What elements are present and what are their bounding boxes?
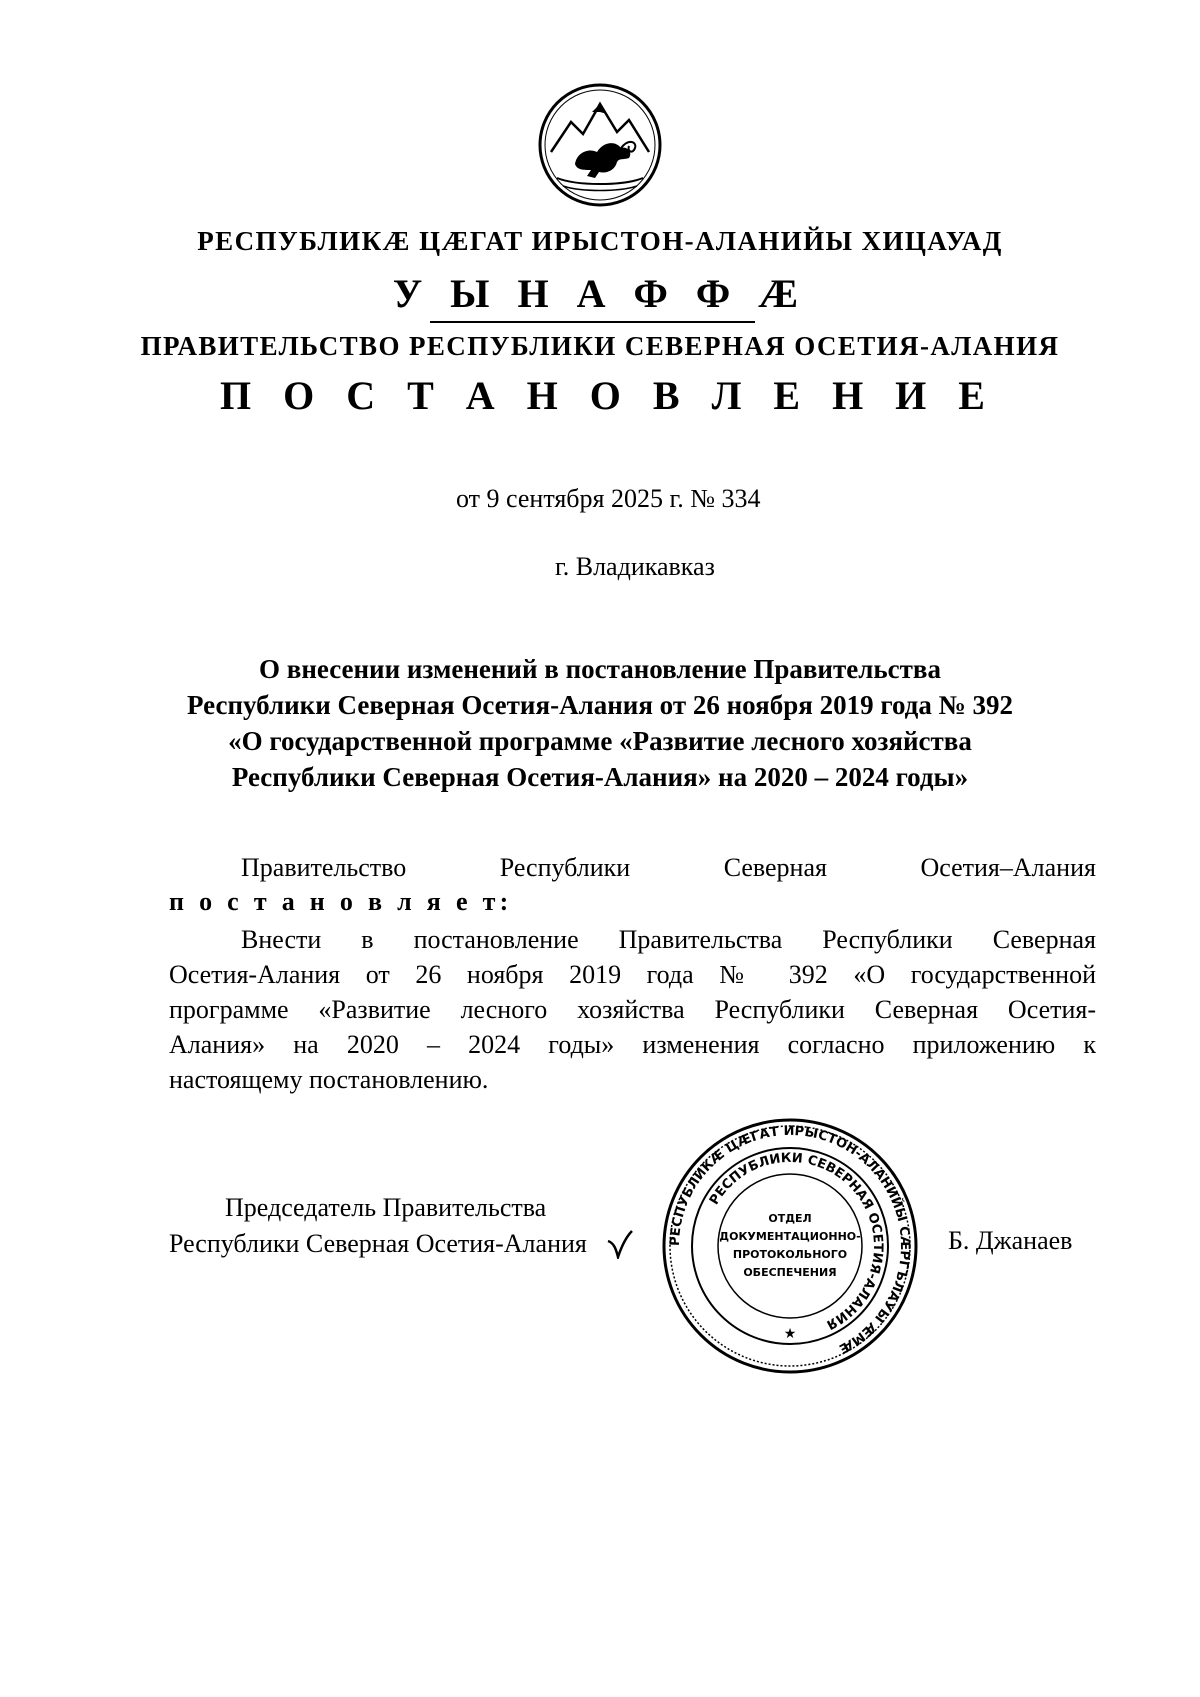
paragraph-line: программе «Развитие лесного хозяйства Республики Северная Осетия-	[169, 995, 1096, 1024]
title-line: Республики Северная Осетия-Алания от 26 ноября 2019 года № 392	[187, 690, 1013, 720]
stamp-center-line: ДОКУМЕНТАЦИОННО-	[719, 1230, 861, 1243]
title-line: Республики Северная Осетия-Алания» на 2020 – 2024 годы»	[231, 762, 969, 792]
signatory-position	[169, 1190, 629, 1262]
russian-authority-heading: ПРАВИТЕЛЬСТВО РЕСПУБЛИКИ СЕВЕРНАЯ ОСЕТИЯ-АЛАНИЯ	[140, 331, 1060, 361]
title-line: О внесении изменений в постановление Правительства	[259, 654, 941, 684]
paragraph-line: настоящему постановлению.	[169, 1065, 489, 1094]
signature-mark-icon	[606, 1229, 634, 1259]
title-line: «О государственной программе «Развитие лесного хозяйства	[228, 726, 972, 756]
document-date-number: от 9 сентября 2025 г. № 334	[456, 484, 761, 513]
document-city: г. Владикавказ	[555, 552, 715, 581]
paragraph-line: Осетия-Алания от 26 ноября 2019 года № 392 «О государственной	[169, 960, 1096, 989]
lead-word: Правительство	[241, 853, 407, 882]
signatory-name: Б. Джанаев	[948, 1226, 1073, 1255]
lead-word: Осетия–Алания	[920, 853, 1096, 882]
ossetian-doc-type-heading: У Ы Н А Ф Ф Ӕ	[392, 271, 808, 316]
ossetian-authority-heading: РЕСПУБЛИКӔ ЦӔГАТ ИРЫСТОН-АЛАНИЙЫ ХИЦАУАД	[197, 226, 1003, 256]
paragraph-line: Алания» на 2020 – 2024 годы» изменения согласно приложению к	[169, 1030, 1096, 1059]
heading-divider	[430, 321, 755, 323]
stamp-outer-text: РЕСПУБЛИКӔ ЦӔГАТ ИРЫСТОН-АЛАНИЙЫ СӔРГЪЛАУЫ ӔМӔ	[667, 1123, 913, 1356]
lead-word: Республики	[499, 853, 631, 882]
official-stamp-icon	[660, 1116, 920, 1376]
lead-sentence	[169, 850, 1096, 885]
coat-of-arms-emblem	[537, 82, 663, 208]
stamp-center-line: ОБЕСПЕЧЕНИЯ	[743, 1266, 837, 1279]
stamp-inner-text: РЕСПУБЛИКИ СЕВЕРНАЯ ОСЕТИЯ-АЛАНИЯ	[706, 1150, 886, 1332]
lead-word: Северная	[723, 853, 827, 882]
document-title	[0, 651, 1200, 795]
paragraph-line: Внести в постановление Правительства Республики Северная	[241, 925, 1096, 954]
decree-paragraph	[169, 922, 1096, 1097]
stamp-center-line: ОТДЕЛ	[768, 1212, 812, 1225]
signatory-position-line: Республики Северная Осетия-Алания	[169, 1229, 587, 1258]
russian-doc-type-heading: П О С Т А Н О В Л Е Н И Е	[220, 373, 996, 418]
signatory-position-line: Председатель Правительства	[225, 1193, 547, 1222]
stamp-center-line: ПРОТОКОЛЬНОГО	[732, 1248, 848, 1261]
stamp-star-icon: ★	[783, 1326, 797, 1342]
decree-word: п о с т а н о в л я е т:	[169, 887, 513, 916]
